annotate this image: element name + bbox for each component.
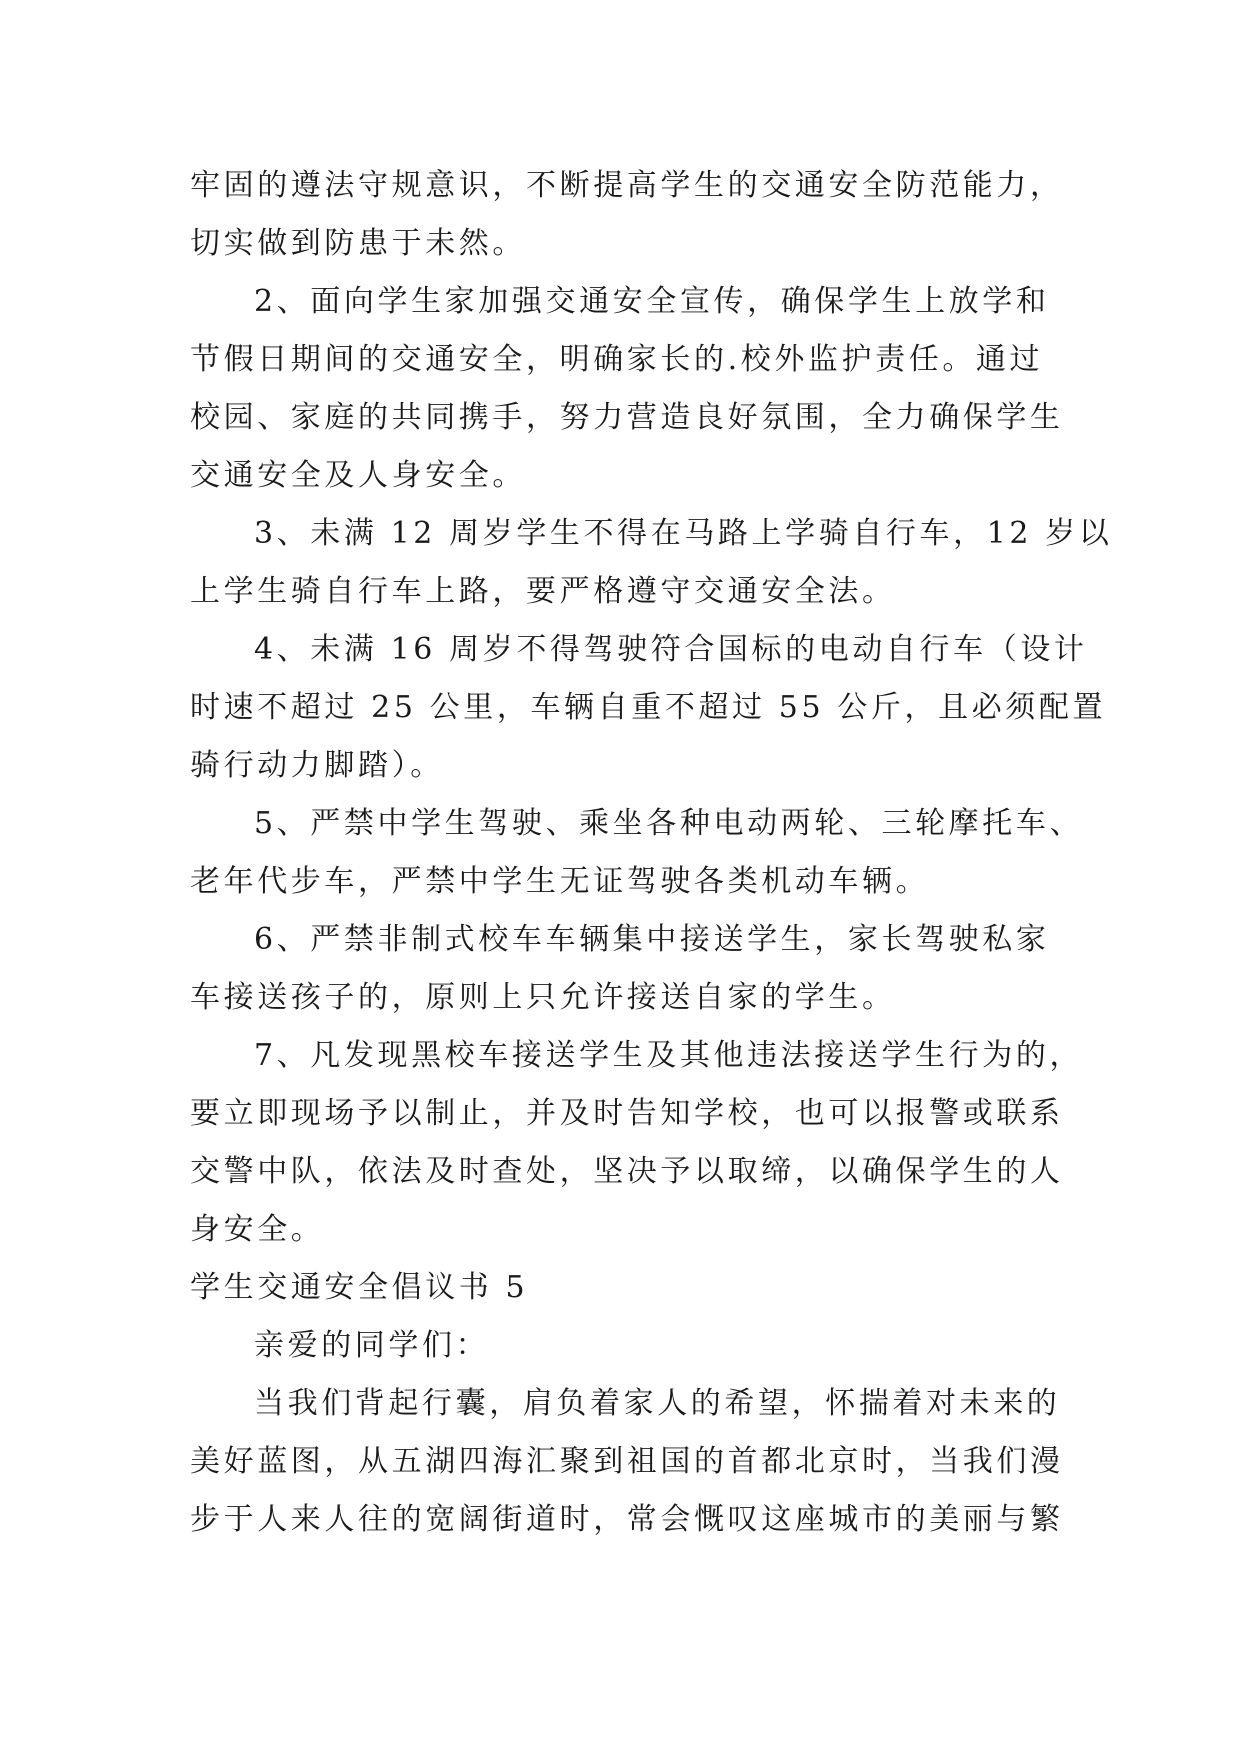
text-line: 校园、家庭的共同携手，努力营造良好氛围，全力确保学生 (190, 400, 1064, 435)
section-heading: 学生交通安全倡议书 5 (190, 1270, 529, 1305)
text-line: 要立即现场予以制止，并及时告知学校，也可以报警或联系 (190, 1096, 1064, 1131)
text-line: 骑行动力脚踏）。 (190, 748, 444, 783)
text-line: 美好蓝图，从五湖四海汇聚到祖国的首都北京时，当我们漫 (190, 1444, 1064, 1479)
text-line: 身安全。 (190, 1212, 325, 1247)
text-line: 7、凡发现黑校车接送学生及其他违法接送学生行为的， (254, 1038, 1084, 1073)
text-line: 交通安全及人身安全。 (190, 458, 526, 493)
text-line: 步于人来人往的宽阔街道时，常会慨叹这座城市的美丽与繁 (190, 1502, 1064, 1537)
salutation: 亲爱的同学们： (254, 1328, 490, 1363)
text-line: 上学生骑自行车上路，要严格遵守交通安全法。 (190, 574, 896, 609)
text-line: 4、未满 16 周岁不得驾驶符合国标的电动自行车（设计 (254, 632, 1088, 667)
text-line: 6、严禁非制式校车车辆集中接送学生，家长驾驶私家 (254, 922, 1050, 957)
text-line: 时速不超过 25 公里，车辆自重不超过 55 公斤，且必须配置 (190, 690, 1107, 725)
text-line: 节假日期间的交通安全，明确家长的.校外监护责任。通过 (190, 342, 1044, 377)
text-line: 车接送孩子的，原则上只允许接送自家的学生。 (190, 980, 896, 1015)
text-line: 3、未满 12 周岁学生不得在马路上学骑自行车，12 岁以 (254, 516, 1113, 551)
text-line: 5、严禁中学生驾驶、乘坐各种电动两轮、三轮摩托车、 (254, 806, 1084, 841)
text-line: 当我们背起行囊，肩负着家人的希望，怀揣着对未来的 (254, 1386, 1061, 1421)
document-body (190, 157, 1113, 1549)
text-line: 2、面向学生家加强交通安全宣传，确保学生上放学和 (254, 284, 1050, 319)
text-line: 老年代步车，严禁中学生无证驾驶各类机动车辆。 (190, 864, 930, 899)
text-line: 交警中队，依法及时查处，坚决予以取缔，以确保学生的人 (190, 1154, 1064, 1189)
text-line: 牢固的遵法守规意识，不断提高学生的交通安全防范能力， (190, 168, 1064, 203)
text-line: 切实做到防患于未然。 (190, 226, 526, 261)
